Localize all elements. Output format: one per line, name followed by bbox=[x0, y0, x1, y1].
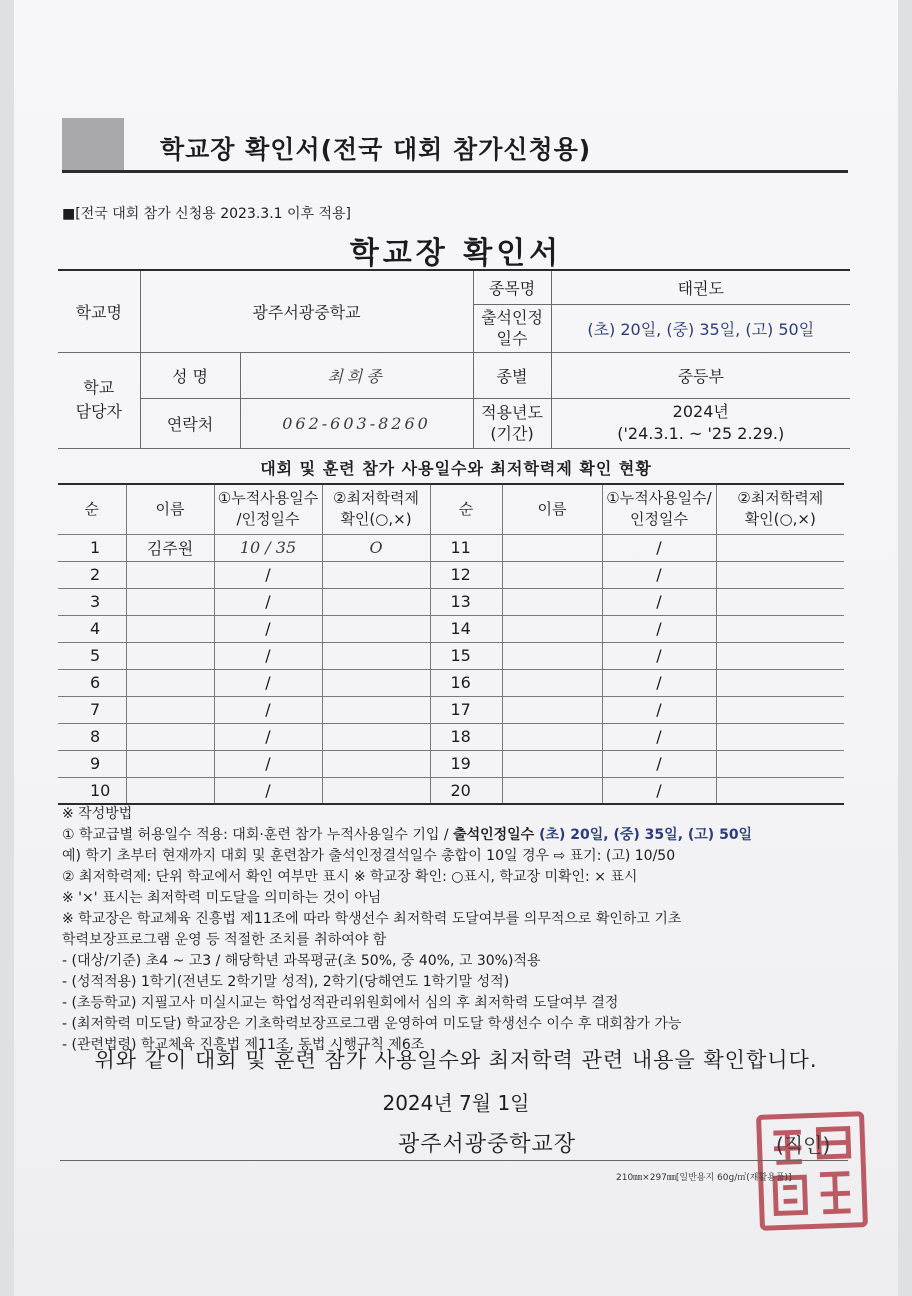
name-value: 최희종 bbox=[240, 352, 473, 398]
header-days bbox=[214, 484, 322, 534]
row-seq-right: 20 bbox=[430, 777, 502, 804]
header-check-line1: ②최저학력제 bbox=[333, 489, 419, 508]
row-days-right: / bbox=[602, 669, 716, 696]
row-days: / bbox=[214, 723, 322, 750]
row-name-right bbox=[502, 750, 602, 777]
row-check-right bbox=[716, 642, 844, 669]
row-seq-right: 11 bbox=[430, 534, 502, 561]
row-check bbox=[322, 642, 430, 669]
note-1-text: ① 학교급별 허용일수 적용: 대회·훈련 참가 누적사용일수 기입 / bbox=[62, 827, 454, 843]
row-days: / bbox=[214, 642, 322, 669]
sport-label: 종목명 bbox=[473, 270, 551, 304]
attendance-label bbox=[473, 304, 551, 352]
row-days: 10 / 35 bbox=[214, 534, 322, 561]
detail-4: - (최저학력 미도달) 학교장은 기초학력보장프로그램 운영하여 미도달 학생선수 이수 후 대회참가 가능 bbox=[62, 1016, 682, 1032]
note-2: ② 최저학력제: 단위 학교에서 확인 여부만 표시 ※ 학교장 확인: ○표시, 학교장 미확인: × 표시 bbox=[62, 869, 638, 885]
row-name-right bbox=[502, 588, 602, 615]
confirmation-statement: 위와 같이 대회 및 훈련 참가 사용일수와 최저학력 관련 내용을 확인합니다. bbox=[94, 1048, 818, 1072]
category-label: 종별 bbox=[473, 352, 551, 398]
row-seq: 10 bbox=[58, 777, 126, 804]
status-rows bbox=[58, 534, 844, 804]
detail-2: - (성적적용) 1학기(전년도 2학기말 성적), 2학기(당해연도 1학기말 성적) bbox=[62, 974, 510, 990]
table-row bbox=[58, 642, 844, 669]
row-days: / bbox=[214, 669, 322, 696]
row-check-right bbox=[716, 696, 844, 723]
table-row bbox=[58, 588, 844, 615]
row-days-right: / bbox=[602, 615, 716, 642]
table-row bbox=[58, 615, 844, 642]
row-name bbox=[126, 642, 214, 669]
attendance-value: (초) 20일, (중) 35일, (고) 50일 bbox=[551, 304, 850, 352]
status-table bbox=[58, 483, 844, 805]
row-name bbox=[126, 669, 214, 696]
manager-label bbox=[58, 352, 140, 448]
row-check-right bbox=[716, 777, 844, 804]
notes-section bbox=[62, 804, 862, 1056]
info-table bbox=[58, 269, 850, 449]
name-label: 성 명 bbox=[140, 352, 240, 398]
year-label-line2: (기간) bbox=[490, 424, 534, 443]
issue-date: 2024년 7월 1일 bbox=[382, 1091, 530, 1115]
manager-label-line1: 학교 bbox=[83, 378, 115, 397]
row-check bbox=[322, 669, 430, 696]
paper-size-note: 210㎜×297㎜[일반용지 60g/㎡(재활용품)] bbox=[616, 1173, 792, 1183]
detail-5: - (관련법령) 학교체육 진흥법 제11조, 동법 시행규칙 제6조 bbox=[62, 1037, 425, 1053]
header-days-right-line2: 인정일수 bbox=[630, 510, 688, 529]
row-days-right: / bbox=[602, 534, 716, 561]
row-check bbox=[322, 777, 430, 804]
row-seq: 2 bbox=[58, 561, 126, 588]
row-name-right bbox=[502, 777, 602, 804]
row-seq: 9 bbox=[58, 750, 126, 777]
header-check-right-line2: 확인(○,×) bbox=[744, 510, 816, 529]
row-seq-right: 16 bbox=[430, 669, 502, 696]
row-days-right: / bbox=[602, 696, 716, 723]
row-check bbox=[322, 561, 430, 588]
row-name bbox=[126, 750, 214, 777]
row-days: / bbox=[214, 588, 322, 615]
year-label bbox=[473, 398, 551, 448]
year-value-cell bbox=[551, 398, 850, 448]
period-value: ('24.3.1. ~ '25 2.29.) bbox=[617, 424, 785, 443]
row-days: / bbox=[214, 777, 322, 804]
row-seq-right: 19 bbox=[430, 750, 502, 777]
header-seq-right: 순 bbox=[430, 484, 502, 534]
row-days-right: / bbox=[602, 561, 716, 588]
row-name bbox=[126, 588, 214, 615]
row-check-right bbox=[716, 669, 844, 696]
row-check-right bbox=[716, 723, 844, 750]
row-name bbox=[126, 561, 214, 588]
table-row bbox=[58, 534, 844, 561]
row-name bbox=[126, 696, 214, 723]
row-name bbox=[126, 777, 214, 804]
row-name-right bbox=[502, 642, 602, 669]
principal-name: 광주서광중학교장 bbox=[398, 1132, 577, 1157]
header-name-right: 이름 bbox=[502, 484, 602, 534]
row-check bbox=[322, 588, 430, 615]
row-seq: 7 bbox=[58, 696, 126, 723]
row-check bbox=[322, 615, 430, 642]
notes-heading: ※ 작성방법 bbox=[62, 806, 133, 822]
header-gray-block bbox=[62, 118, 124, 170]
table-row bbox=[58, 750, 844, 777]
note-2-c: 학력보장프로그램 운영 등 적절한 조치를 취하여야 함 bbox=[62, 932, 387, 948]
header-days-line2: /인정일수 bbox=[236, 510, 300, 529]
row-name-right bbox=[502, 561, 602, 588]
year-label-line1: 적용년도 bbox=[481, 403, 543, 422]
seal-label: (직인) bbox=[776, 1133, 831, 1157]
note-2-b: ※ 학교장은 학교체육 진흥법 제11조에 따라 학생선수 최저학력 도달여부를 의무적으로 확인하고 기초 bbox=[62, 911, 682, 927]
attendance-label-line1: 출석인정 bbox=[481, 308, 543, 327]
row-check-right bbox=[716, 615, 844, 642]
row-seq-right: 18 bbox=[430, 723, 502, 750]
detail-1: - (대상/기준) 초4 ~ 고3 / 해당학년 과목평균(초 50%, 중 40%, 고 30%)적용 bbox=[62, 953, 541, 969]
row-name: 김주원 bbox=[126, 534, 214, 561]
row-days-right: / bbox=[602, 750, 716, 777]
school-name: 광주서광중학교 bbox=[140, 270, 473, 352]
footer-rule bbox=[60, 1160, 848, 1161]
row-check bbox=[322, 750, 430, 777]
manager-label-line2: 담당자 bbox=[75, 402, 122, 421]
year-value: 2024년 bbox=[672, 402, 729, 421]
row-check: O bbox=[322, 534, 430, 561]
row-seq: 4 bbox=[58, 615, 126, 642]
row-seq-right: 17 bbox=[430, 696, 502, 723]
row-seq: 6 bbox=[58, 669, 126, 696]
note-1-example: 예) 학기 초부터 현재까지 대회 및 훈련참가 출석인정결석일수 총합이 10일 경우 ⇨ 표기: (고) 10/50 bbox=[62, 848, 676, 864]
header-seq: 순 bbox=[58, 484, 126, 534]
status-title: 대회 및 훈련 참가 사용일수와 최저학력제 확인 현황 bbox=[260, 459, 652, 478]
category-value: 중등부 bbox=[551, 352, 850, 398]
row-seq: 8 bbox=[58, 723, 126, 750]
table-row bbox=[58, 696, 844, 723]
note-1-blue: (초) 20일, (중) 35일, (고) 50일 bbox=[539, 827, 753, 843]
header-check-right-line1: ②최저학력제 bbox=[737, 489, 824, 508]
row-seq-right: 15 bbox=[430, 642, 502, 669]
table-row bbox=[58, 777, 844, 804]
row-days: / bbox=[214, 615, 322, 642]
row-name-right bbox=[502, 723, 602, 750]
contact-label: 연락처 bbox=[140, 398, 240, 448]
contact-value: 062-603-8260 bbox=[240, 398, 473, 448]
row-check bbox=[322, 723, 430, 750]
header-rule bbox=[62, 170, 848, 173]
row-name-right bbox=[502, 696, 602, 723]
form-title: 학교장 확인서 bbox=[349, 236, 563, 271]
note-2-a: ※ '×' 표시는 최저학력 미도달을 의미하는 것이 아님 bbox=[62, 890, 382, 906]
row-days: / bbox=[214, 561, 322, 588]
row-check bbox=[322, 696, 430, 723]
row-days-right: / bbox=[602, 723, 716, 750]
note-1 bbox=[62, 825, 862, 846]
header-name: 이름 bbox=[126, 484, 214, 534]
sport-value: 태권도 bbox=[551, 270, 850, 304]
header-title: 학교장 확인서(전국 대회 참가신청용) bbox=[160, 135, 592, 164]
attendance-label-line2: 일수 bbox=[496, 329, 528, 348]
row-seq-right: 14 bbox=[430, 615, 502, 642]
header-check-line2: 확인(○,×) bbox=[340, 510, 412, 529]
row-name-right bbox=[502, 669, 602, 696]
header-days-right-line1: ①누적사용일수/ bbox=[606, 489, 712, 508]
row-check-right bbox=[716, 588, 844, 615]
table-row bbox=[58, 669, 844, 696]
row-days-right: / bbox=[602, 588, 716, 615]
row-seq: 3 bbox=[58, 588, 126, 615]
header-days-line1: ①누적사용일수 bbox=[217, 489, 319, 508]
row-days-right: / bbox=[602, 642, 716, 669]
header-days-right bbox=[602, 484, 716, 534]
row-check-right bbox=[716, 750, 844, 777]
row-name-right bbox=[502, 534, 602, 561]
row-days: / bbox=[214, 696, 322, 723]
row-days-right: / bbox=[602, 777, 716, 804]
table-row bbox=[58, 561, 844, 588]
school-label: 학교명 bbox=[58, 270, 140, 352]
row-seq: 5 bbox=[58, 642, 126, 669]
detail-3: - (초등학교) 지필고사 미실시교는 학업성적관리위원회에서 심의 후 최저학력 도달여부 결정 bbox=[62, 995, 619, 1011]
applies-note: ■[전국 대회 참가 신청용 2023.3.1 이후 적용] bbox=[62, 206, 352, 222]
row-seq: 1 bbox=[58, 534, 126, 561]
row-check-right bbox=[716, 534, 844, 561]
table-row bbox=[58, 723, 844, 750]
row-name-right bbox=[502, 615, 602, 642]
row-name bbox=[126, 723, 214, 750]
row-seq-right: 12 bbox=[430, 561, 502, 588]
note-1-bold: 출석인정일수 bbox=[453, 827, 540, 843]
row-days: / bbox=[214, 750, 322, 777]
row-name bbox=[126, 615, 214, 642]
header-check bbox=[322, 484, 430, 534]
header-check-right bbox=[716, 484, 844, 534]
row-seq-right: 13 bbox=[430, 588, 502, 615]
row-check-right bbox=[716, 561, 844, 588]
